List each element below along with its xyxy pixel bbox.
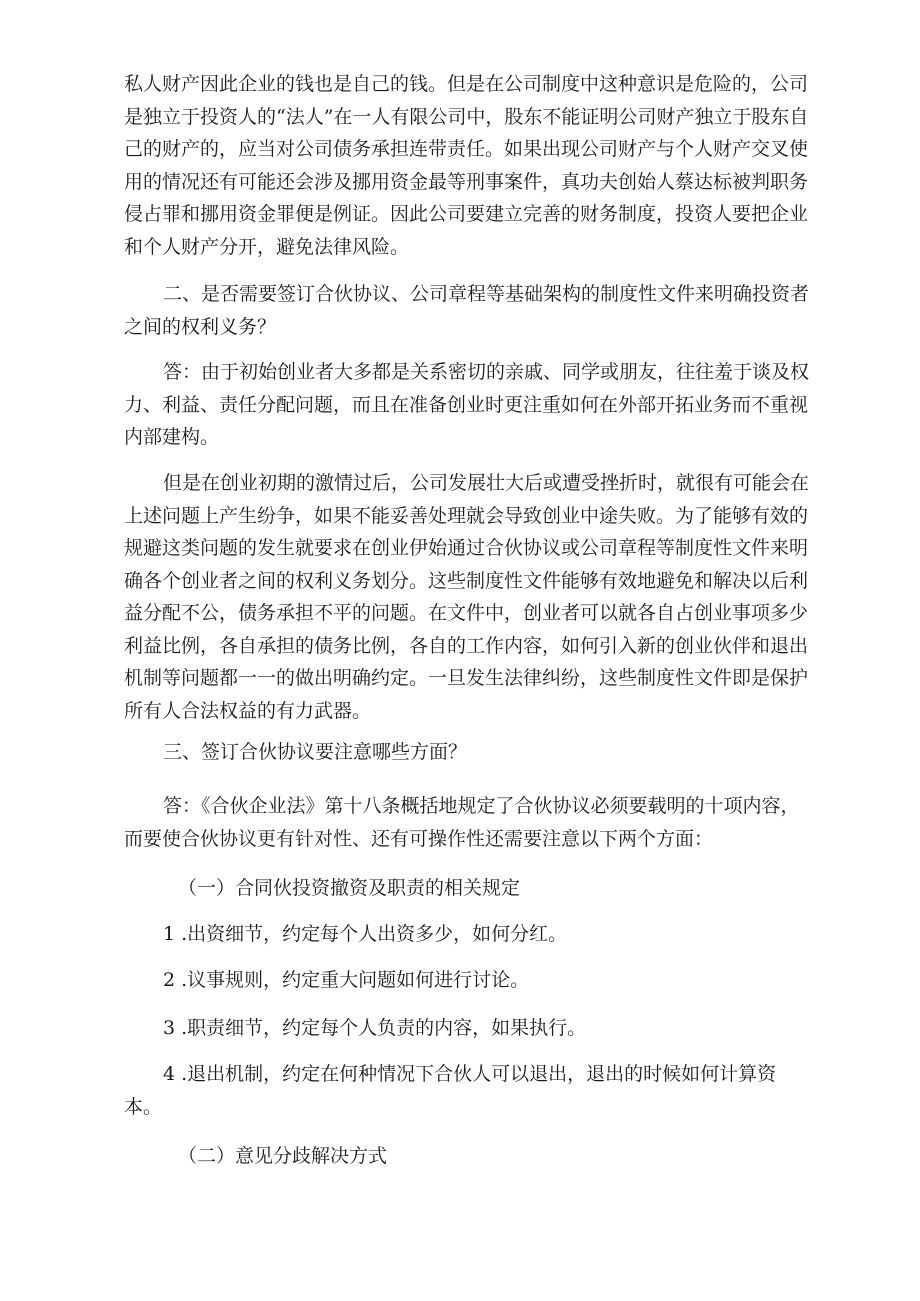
subheading-2: （二）意见分歧解决方式 [178,1145,388,1167]
list-item-4: 4 .退出机制，约定在何种情况下合伙人可以退出，退出的时候如何计算资本。 [124,1063,777,1118]
body-paragraph-continuation: 私人财产因此企业的钱也是自己的钱。但是在公司制度中这种意识是危险的，公司是独立于投资人的“法人”在一人有限公司中，股东不能证明公司财产独立于股东自己的财产的，应当对公司债务承担连带责任。如果出现公司财产与个人财产交叉使用的情况还有可能还会涉及挪用资金最等刑事案件，真功夫创始人蔡达标被判职务侵占罪和挪用资金罪便是例证。因此公司要建立完善的财务制度，投资人要把企业和个人财产分开，避免法律风险。 [124,73,809,258]
answer-2-continuation: 但是在创业初期的激情过后，公司发展壮大后或遭受挫折时，就很有可能会在上述问题上产生纷争，如果不能妥善处理就会导致创业中途失败。为了能够有效的规避这类问题的发生就要求在创业伊始通过合伙协议或公司章程等制度性文件来明确各个创业者之间的权利义务划分。这些制度性文件能够有效地避免和解决以后利益分配不公，债务承担不平的问题。在文件中，创业者可以就各自占创业事项多少利益比例，各自承担的债务比例，各自的工作内容，如何引入新的创业伙伴和退出机制等问题都一一的做出明确约定。一旦发生法律纠纷，这些制度性文件即是保护所有人合法权益的有力武器。 [124,472,810,722]
answer-3: 答：《合伙企业法》第十八条概括地规定了合伙协议必须要载明的十项内容，而要使合伙协议更有针对性、还有可操作性还需要注意以下两个方面： [124,795,800,850]
list-item-2: 2 .议事规则，约定重大问题如何进行讨论。 [163,969,530,991]
question-3: 三、签订合伙协议要注意哪些方面？ [163,741,468,763]
list-item-3: 3 .职责细节，约定每个人负责的内容，如果执行。 [163,1017,587,1039]
question-2: 二、是否需要签订合伙协议、公司章程等基础架构的制度性文件来明确投资者之间的权利义务？ [124,283,810,338]
subheading-1: （一）合同伙投资撤资及职责的相关规定 [178,877,521,899]
list-item-1: 1 .出资细节，约定每个人出资多少，如何分红。 [163,923,568,945]
answer-2: 答：由于初始创业者大多都是关系密切的亲戚、同学或朋友，往往羞于谈及权力、利益、责任分配问题，而且在准备创业时更注重如何在外部开拓业务而不重视内部建构。 [124,361,810,448]
